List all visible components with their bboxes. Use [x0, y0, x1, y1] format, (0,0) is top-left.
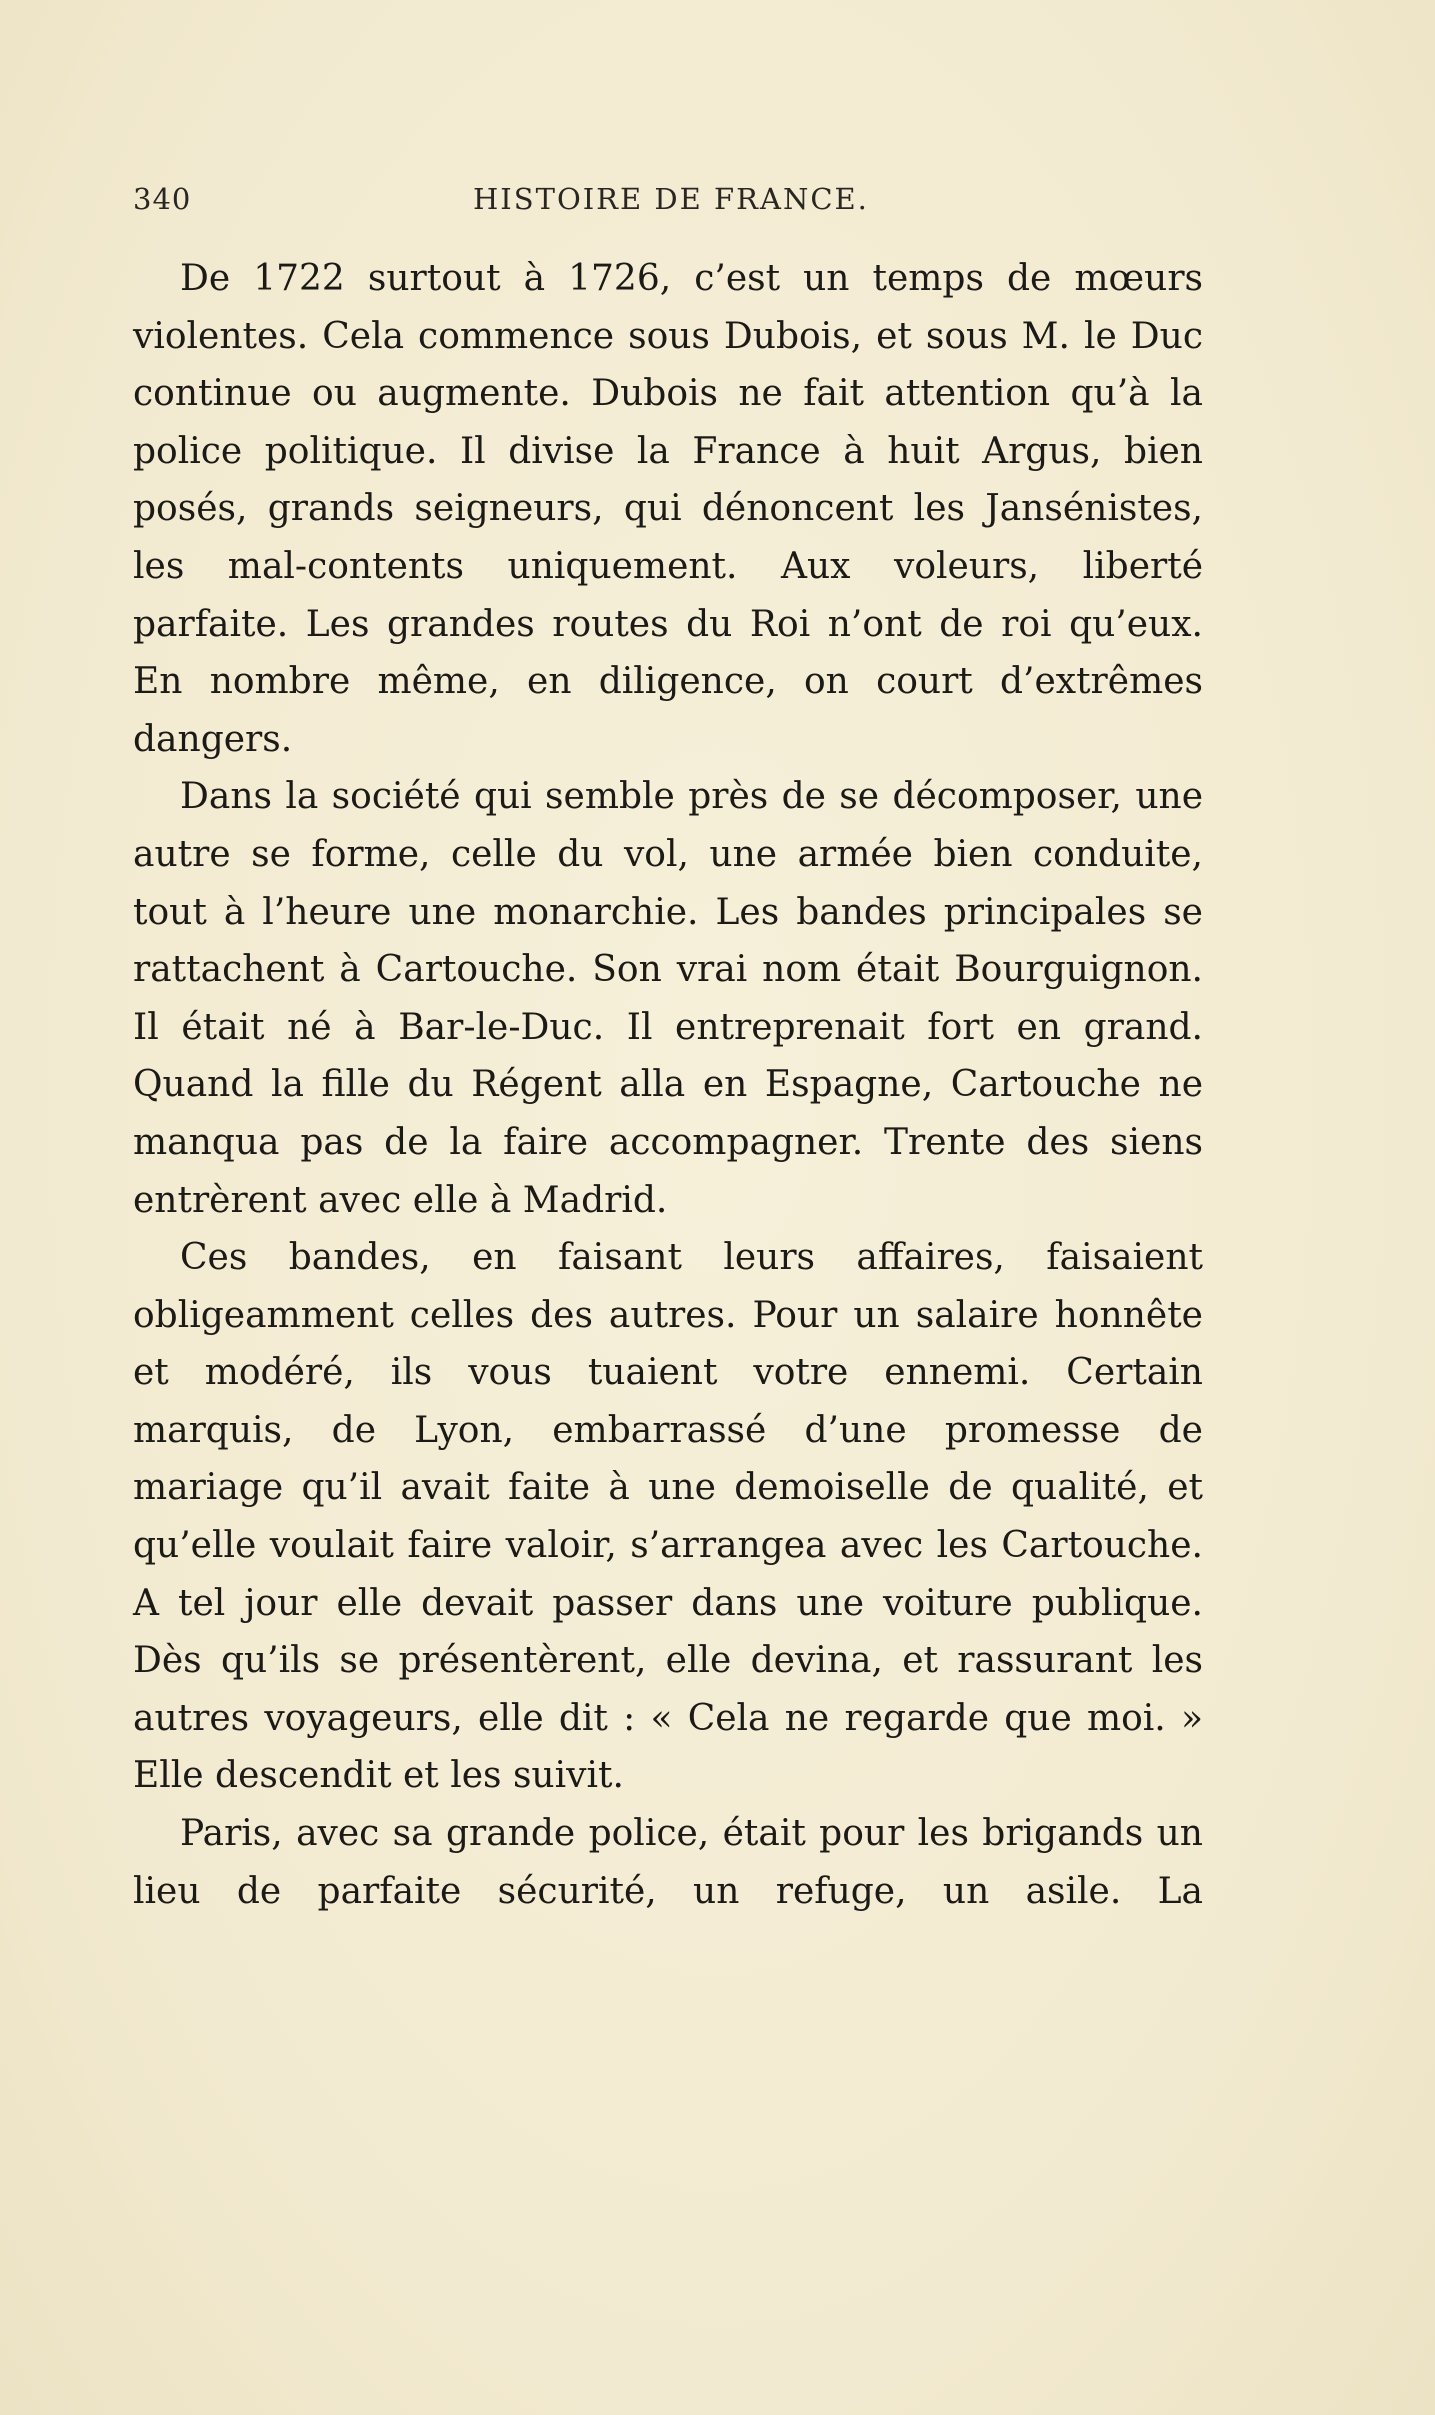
- running-title: HISTOIRE DE FRANCE.: [473, 182, 869, 216]
- running-head: [133, 182, 1203, 232]
- paragraph-4: Paris, avec sa grande police, était pour les brigands un lieu de parfaite sécurité, un refuge, un asile. La: [133, 1813, 1203, 1912]
- paragraph-3: Ces bandes, en faisant leurs affaires, faisaient obligeamment celles des autres. Pour un salaire honnête et modéré, ils vous tuaient votre ennemi. Certain marquis, de Lyon, embarrassé d’une promesse de mariage qu’il avait faite à une demoiselle de qualité, et qu’elle voulait faire valoir, s’arrangea avec les Cartouche. A tel jour elle devait passer dans une voiture publique. Dès qu’ils se présentèrent, elle devina, et rassurant les autres voyageurs, elle dit : « Cela ne regarde que moi. » Elle descendit et les suivit.: [133, 1237, 1203, 1797]
- body-text: [133, 250, 1203, 1920]
- paragraph-2: Dans la société qui semble près de se décomposer, une autre se forme, celle du vol, une armée bien conduite, tout à l’heure une monarchie. Les bandes principales se rattachent à Cartouche. Son vrai nom était Bourguignon. Il était né à Bar-le-Duc. Il entreprenait fort en grand. Quand la fille du Régent alla en Espagne, Cartouche ne manqua pas de la faire accompagner. Trente des siens entrèrent avec elle à Madrid.: [133, 776, 1203, 1221]
- page-number: 340: [133, 182, 192, 216]
- paragraph-1: De 1722 surtout à 1726, c’est un temps de mœurs violentes. Cela commence sous Dubois, et sous M. le Duc continue ou augmente. Dubois ne fait attention qu’à la police politique. Il divise la France à huit Argus, bien posés, grands seigneurs, qui dénoncent les Jansénistes, les mal-contents uniquement. Aux voleurs, liberté parfaite. Les grandes routes du Roi n’ont de roi qu’eux. En nombre même, en diligence, on court d’extrêmes dangers.: [133, 258, 1203, 760]
